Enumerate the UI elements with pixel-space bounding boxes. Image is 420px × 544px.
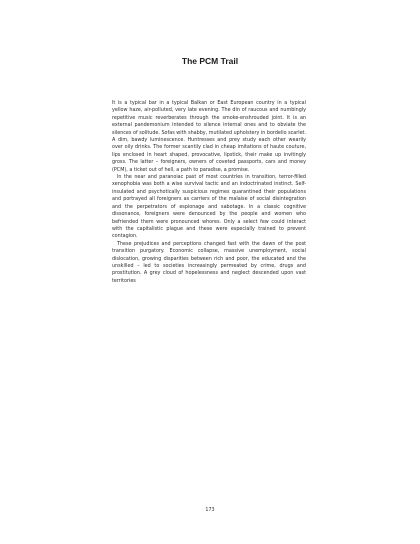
paragraph-2: In the near and paranoiac past of most countries in transition, terror-filled xenophobia was both a wise survival tactic and an indoctrinated instinct. Self-insulated and psychotically suspicious regimes quarantined their populations and portrayed all foreigners as carriers of the malaise of social disintegration and the perpetrators of espionage and sabotage. In a classic cognitive dissonance, foreigners were denounced by the people and women who befriended them were pronounced whores. Only a select few could interact with the capitalistic plague and these were especially trained to prevent contagion. (112, 174, 306, 240)
page-title: The PCM Trail (181, 56, 239, 66)
paragraph-1: It is a typical bar in a typical Balkan or East European country in a typical yellow haze, air-polluted, very late evening. The din of raucous and numbingly repetitive music reverberates through the smoke-enshrouded joint. It is an external pandemonium intended to silence internal ones and to obviate the silences of solitude. Sofas with shabby, mutilated upholstery in bordello scarlet. A dim, bawdy luminescence. Huntresses and prey study each other wearily over oily drinks. The former scantily clad in cheap imitations of haute couture, lips enclosed in heart shaped, provocative, lipstick, their make up invitingly gross. The latter – foreigners, owners of coveted passports, cars and money (PCM), a ticket out of hell, a path to paradise, a promise. (112, 100, 306, 173)
page-number: 173 (205, 508, 215, 513)
body-text (112, 100, 306, 285)
paragraph-3: These prejudices and perceptions changed fast with the dawn of the post transition purgatory. Economic collapse, massive unemployment, social dislocation, growing disparities between rich and poor, the educated and the unskilled – led to societies increasingly permeated by crime, drugs and prostitution. A grey cloud of hopelessness and neglect descended upon vast territories (112, 240, 306, 284)
